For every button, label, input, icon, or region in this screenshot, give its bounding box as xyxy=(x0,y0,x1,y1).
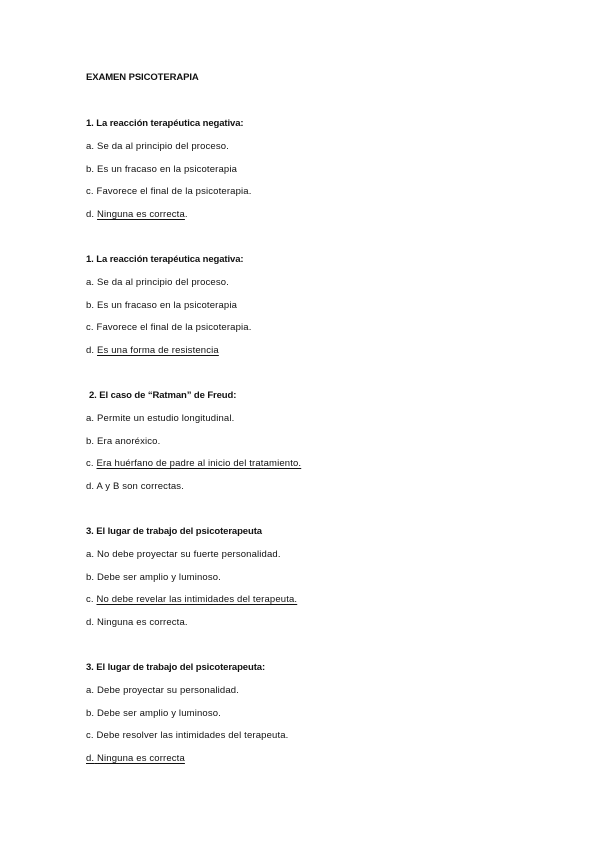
option-letter: d. xyxy=(86,481,95,492)
answer-option xyxy=(86,708,221,719)
option-text: Es un fracaso en la psicoterapia xyxy=(97,164,238,175)
question-title xyxy=(89,390,236,401)
option-letter: c. xyxy=(86,594,94,605)
option-text: Favorece el final de la psicoterapia. xyxy=(96,322,252,333)
option-letter: b. xyxy=(86,164,95,175)
answer-option xyxy=(86,730,288,741)
answer-option-correct xyxy=(86,345,219,356)
option-letter: a. xyxy=(86,141,95,152)
option-text: Ninguna es correcta xyxy=(97,753,185,764)
answer-option-correct xyxy=(86,753,185,764)
question-title xyxy=(86,526,262,537)
option-letter: d. xyxy=(86,753,95,764)
question-number: 1. xyxy=(86,254,94,265)
question-text: El lugar de trabajo del psicoterapeuta: xyxy=(96,662,266,673)
answer-option xyxy=(86,617,188,628)
option-letter: d. xyxy=(86,617,95,628)
option-text: Favorece el final de la psicoterapia. xyxy=(96,186,252,197)
answer-option xyxy=(86,436,160,447)
question-text: La reacción terapéutica negativa: xyxy=(96,254,244,265)
option-text-underlined xyxy=(86,753,185,764)
option-letter: c. xyxy=(86,186,94,197)
option-text: No debe proyectar su fuerte personalidad. xyxy=(97,549,281,560)
question-text: El caso de “Ratman” de Freud: xyxy=(99,390,237,401)
answer-option xyxy=(86,322,252,333)
option-letter: b. xyxy=(86,436,95,447)
answer-option xyxy=(86,141,229,152)
option-text: Debe proyectar su personalidad. xyxy=(97,685,239,696)
option-letter: a. xyxy=(86,685,95,696)
option-text: Se da al principio del proceso. xyxy=(97,277,229,288)
option-text: Permite un estudio longitudinal. xyxy=(97,413,235,424)
answer-option xyxy=(86,685,239,696)
answer-option xyxy=(86,164,237,175)
option-text: Era anoréxico. xyxy=(97,436,161,447)
question-number: 2. xyxy=(89,390,97,401)
option-text-underlined: Es una forma de resistencia xyxy=(97,345,219,356)
option-text: Se da al principio del proceso. xyxy=(97,141,229,152)
option-letter: b. xyxy=(86,572,95,583)
option-letter: a. xyxy=(86,549,95,560)
option-text: Ninguna es correcta. xyxy=(97,617,188,628)
answer-option xyxy=(86,300,237,311)
option-letter: c. xyxy=(86,322,94,333)
question-title xyxy=(86,118,243,129)
option-letter: a. xyxy=(86,277,95,288)
answer-option xyxy=(86,186,252,197)
option-text: Es un fracaso en la psicoterapia xyxy=(97,300,238,311)
answer-option xyxy=(86,572,221,583)
option-letter: b. xyxy=(86,300,95,311)
option-text: Debe resolver las intimidades del terapeuta. xyxy=(96,730,289,741)
answer-option xyxy=(86,277,229,288)
question-text: La reacción terapéutica negativa: xyxy=(96,118,244,129)
answer-option-correct xyxy=(86,594,297,605)
question-title xyxy=(86,662,265,673)
option-letter: c. xyxy=(86,458,94,469)
answer-option-correct xyxy=(86,209,188,220)
option-letter: d. xyxy=(86,209,95,220)
option-text-underlined: Ninguna es correcta xyxy=(97,209,185,220)
answer-option xyxy=(86,549,281,560)
question-number: 1. xyxy=(86,118,94,129)
option-letter: d. xyxy=(86,345,95,356)
question-number: 3. xyxy=(86,526,94,537)
option-letter: b. xyxy=(86,708,95,719)
option-trailing-punctuation: . xyxy=(184,209,188,220)
option-text: A y B son correctas. xyxy=(96,481,184,492)
option-text: Debe ser amplio y luminoso. xyxy=(97,708,221,719)
option-text-underlined: Era huérfano de padre al inicio del tratamiento. xyxy=(96,458,302,469)
option-letter: a. xyxy=(86,413,95,424)
document-title: EXAMEN PSICOTERAPIA xyxy=(86,72,199,83)
answer-option-correct xyxy=(86,458,301,469)
option-text: Debe ser amplio y luminoso. xyxy=(97,572,221,583)
answer-option xyxy=(86,413,234,424)
question-number: 3. xyxy=(86,662,94,673)
question-title xyxy=(86,254,243,265)
question-text: El lugar de trabajo del psicoterapeuta xyxy=(96,526,262,537)
option-text-underlined: No debe revelar las intimidades del terapeuta. xyxy=(96,594,298,605)
option-letter: c. xyxy=(86,730,94,741)
answer-option xyxy=(86,481,184,492)
